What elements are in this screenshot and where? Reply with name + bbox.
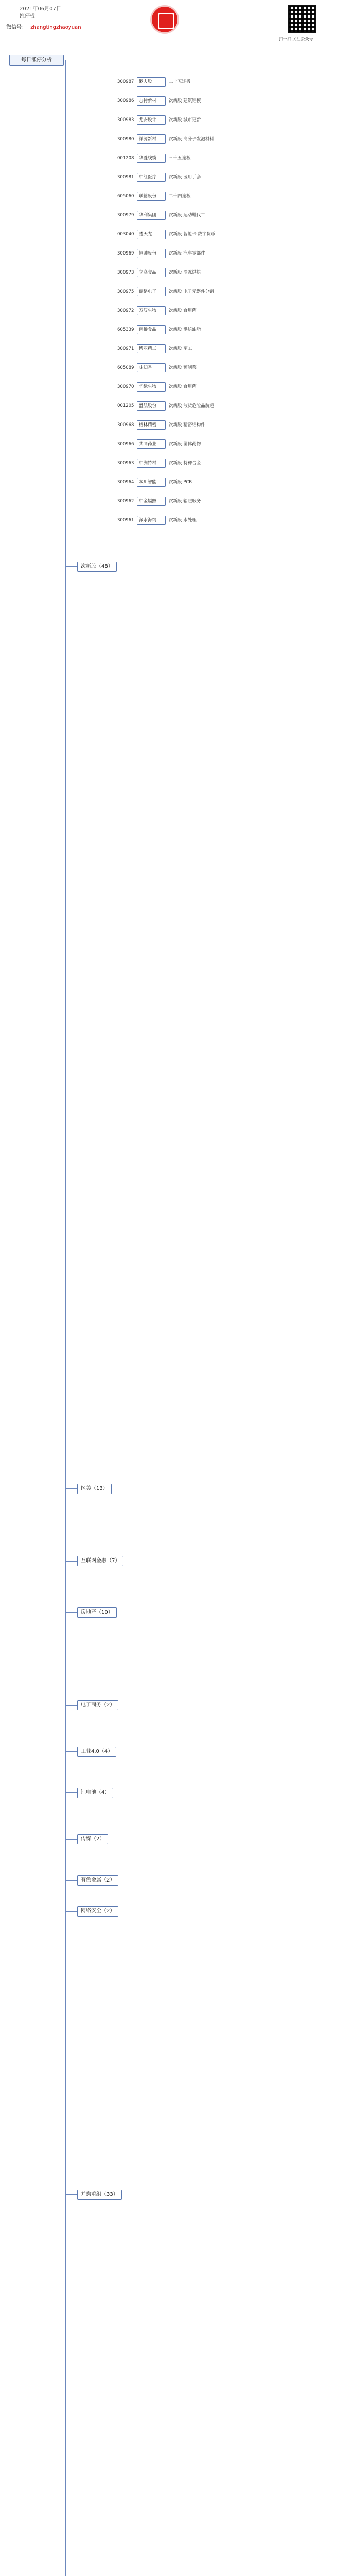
stock-row bbox=[117, 363, 197, 371]
stock-name: 味知香 bbox=[137, 363, 166, 372]
category-node: 房地产（10） bbox=[77, 1607, 117, 1618]
stock-name: 漱夫股 bbox=[137, 77, 166, 87]
stock-row bbox=[117, 382, 197, 391]
stock-name: 中洲特材 bbox=[137, 459, 166, 468]
stock-row bbox=[117, 77, 191, 86]
category-connector bbox=[65, 1839, 77, 1840]
stock-row bbox=[117, 306, 197, 314]
stock-row bbox=[117, 134, 214, 143]
header-subtitle: 涨停板 bbox=[20, 13, 35, 19]
stock-reason: 次新股 高分子发泡材料 bbox=[169, 137, 214, 142]
stock-name: 华利集团 bbox=[137, 211, 166, 220]
stock-reason: 次新股 精密结构件 bbox=[169, 422, 205, 428]
stock-row bbox=[117, 173, 201, 181]
stock-code: 300972 bbox=[117, 308, 134, 313]
category-node: 锂电池（4） bbox=[77, 1788, 113, 1798]
stock-name: 深水海纳 bbox=[137, 516, 166, 525]
stock-row bbox=[117, 420, 205, 429]
stock-reason: 次新股 电子元器件分销 bbox=[169, 289, 214, 294]
stock-name: 中红医疗 bbox=[137, 173, 166, 182]
category-connector bbox=[65, 1792, 77, 1793]
category-connector bbox=[65, 1880, 77, 1881]
stock-name: 盛航股份 bbox=[137, 401, 166, 411]
stock-code: 300962 bbox=[117, 499, 134, 504]
stock-name: 联德股份 bbox=[137, 192, 166, 201]
category-node: 有色金属（2） bbox=[77, 1875, 118, 1886]
category-connector bbox=[65, 1751, 77, 1752]
stock-code: 001205 bbox=[117, 403, 134, 409]
stock-code: 300975 bbox=[117, 289, 134, 294]
stock-row bbox=[117, 249, 205, 257]
header-wechat bbox=[6, 23, 81, 30]
stock-reason: 次新股 辐照服务 bbox=[169, 499, 201, 504]
stock-code: 001208 bbox=[117, 156, 134, 161]
stock-code: 300969 bbox=[117, 251, 134, 256]
stock-code: 300971 bbox=[117, 346, 134, 351]
stock-code: 300973 bbox=[117, 270, 134, 275]
stock-row bbox=[117, 211, 205, 219]
stock-row bbox=[117, 344, 192, 352]
stock-row bbox=[117, 287, 214, 295]
stock-code: 300966 bbox=[117, 442, 134, 447]
category-node: 工业4.0（4） bbox=[77, 1747, 116, 1757]
stock-code: 605060 bbox=[117, 194, 134, 199]
stock-name: 南侨食品 bbox=[137, 325, 166, 334]
stock-row bbox=[117, 230, 215, 238]
stock-row bbox=[117, 96, 201, 105]
stock-reason: 次新股 建筑铝模 bbox=[169, 98, 201, 104]
stock-name: 华菱线缆 bbox=[137, 154, 166, 163]
stock-row bbox=[117, 516, 197, 524]
stock-code: 300970 bbox=[117, 384, 134, 389]
header-date: 2021年06月07日 bbox=[20, 6, 61, 12]
stock-reason: 次新股 甾体药物 bbox=[169, 442, 201, 447]
stock-row bbox=[117, 401, 214, 410]
stock-code: 300986 bbox=[117, 98, 134, 104]
stock-code: 300983 bbox=[117, 117, 134, 123]
brand-logo-icon bbox=[150, 5, 179, 34]
root-node: 每日涨停分析 bbox=[9, 55, 64, 66]
stock-row bbox=[117, 459, 201, 467]
stock-row bbox=[117, 439, 201, 448]
stock-reason: 次新股 军工 bbox=[169, 346, 192, 351]
category-connector bbox=[65, 1561, 77, 1562]
stock-row bbox=[117, 268, 201, 276]
tree-trunk bbox=[65, 60, 66, 2576]
stock-code: 605339 bbox=[117, 327, 134, 332]
stock-reason: 二十四连板 bbox=[169, 194, 191, 199]
stock-code: 300980 bbox=[117, 137, 134, 142]
stock-code: 300968 bbox=[117, 422, 134, 428]
category-connector bbox=[65, 1612, 77, 1613]
stock-name: 格林精密 bbox=[137, 420, 166, 430]
stock-reason: 次新股 烘焙油脂 bbox=[169, 327, 201, 332]
stock-reason: 次新股 冷冻烘焙 bbox=[169, 270, 201, 275]
category-node: 传媒（2） bbox=[77, 1834, 108, 1844]
stock-name: 中金辐照 bbox=[137, 497, 166, 506]
stock-reason: 次新股 水处理 bbox=[169, 518, 197, 523]
category-connector bbox=[65, 1911, 77, 1912]
category-connector bbox=[65, 1705, 77, 1706]
stock-name: 华绿生物 bbox=[137, 382, 166, 392]
stock-row bbox=[117, 115, 201, 124]
stock-reason: 次新股 汽车零部件 bbox=[169, 251, 205, 256]
category-node: 电子商务（2） bbox=[77, 1700, 118, 1710]
wechat-id[interactable]: zhangtingzhaoyuan bbox=[30, 25, 81, 30]
stock-code: 300979 bbox=[117, 213, 134, 218]
category-node: 医美（13） bbox=[77, 1484, 112, 1494]
stock-reason: 次新股 食用菌 bbox=[169, 308, 197, 313]
stock-name: 祥源新材 bbox=[137, 134, 166, 144]
stock-reason: 次新股 预制菜 bbox=[169, 365, 197, 370]
stock-reason: 二十五连板 bbox=[169, 79, 191, 84]
stock-code: 605089 bbox=[117, 365, 134, 370]
stock-code: 300981 bbox=[117, 175, 134, 180]
wechat-label: 微信号： bbox=[6, 25, 27, 30]
stock-code: 003040 bbox=[117, 232, 134, 237]
stock-code: 300987 bbox=[117, 79, 134, 84]
category-node: 网络安全（2） bbox=[77, 1906, 118, 1917]
qr-code-icon bbox=[288, 5, 316, 33]
category-connector bbox=[65, 1488, 77, 1489]
stock-reason: 次新股 食用菌 bbox=[169, 384, 197, 389]
stock-row bbox=[117, 325, 201, 333]
stock-name: 楚天龙 bbox=[137, 230, 166, 239]
stock-code: 300961 bbox=[117, 518, 134, 523]
category-connector bbox=[65, 566, 77, 567]
stock-row bbox=[117, 154, 191, 162]
stock-reason: 次新股 智能卡 数字货币 bbox=[169, 232, 216, 237]
stock-row bbox=[117, 497, 201, 505]
category-connector bbox=[65, 2194, 77, 2195]
qr-caption: 扫一扫 关注公众号 bbox=[279, 37, 313, 41]
stock-row bbox=[117, 192, 191, 200]
stock-reason: 次新股 城市更新 bbox=[169, 117, 201, 123]
stock-name: 恒帅股份 bbox=[137, 249, 166, 258]
stock-reason: 次新股 液货危险品航运 bbox=[169, 403, 214, 409]
stock-name: 立高食品 bbox=[137, 268, 166, 277]
stock-code: 300963 bbox=[117, 461, 134, 466]
stock-row bbox=[117, 478, 192, 486]
stock-reason: 次新股 PCB bbox=[169, 480, 192, 485]
category-node: 次新股（48） bbox=[77, 562, 117, 572]
stock-name: 商络电子 bbox=[137, 287, 166, 296]
stock-name: 共同药业 bbox=[137, 439, 166, 449]
stock-name: 志特新材 bbox=[137, 96, 166, 106]
category-node: 并购重组（33） bbox=[77, 2190, 122, 2200]
stock-reason: 次新股 特种合金 bbox=[169, 461, 201, 466]
stock-name: 博亚精工 bbox=[137, 344, 166, 353]
stock-name: 万辰生物 bbox=[137, 306, 166, 315]
stock-name: 本川智能 bbox=[137, 478, 166, 487]
stock-reason: 次新股 运动鞋代工 bbox=[169, 213, 205, 218]
stock-name: 尤安设计 bbox=[137, 115, 166, 125]
stock-reason: 三十五连板 bbox=[169, 156, 191, 161]
category-node: 互联网金融（7） bbox=[77, 1556, 123, 1566]
stock-reason: 次新股 医用手套 bbox=[169, 175, 201, 180]
stock-code: 300964 bbox=[117, 480, 134, 485]
